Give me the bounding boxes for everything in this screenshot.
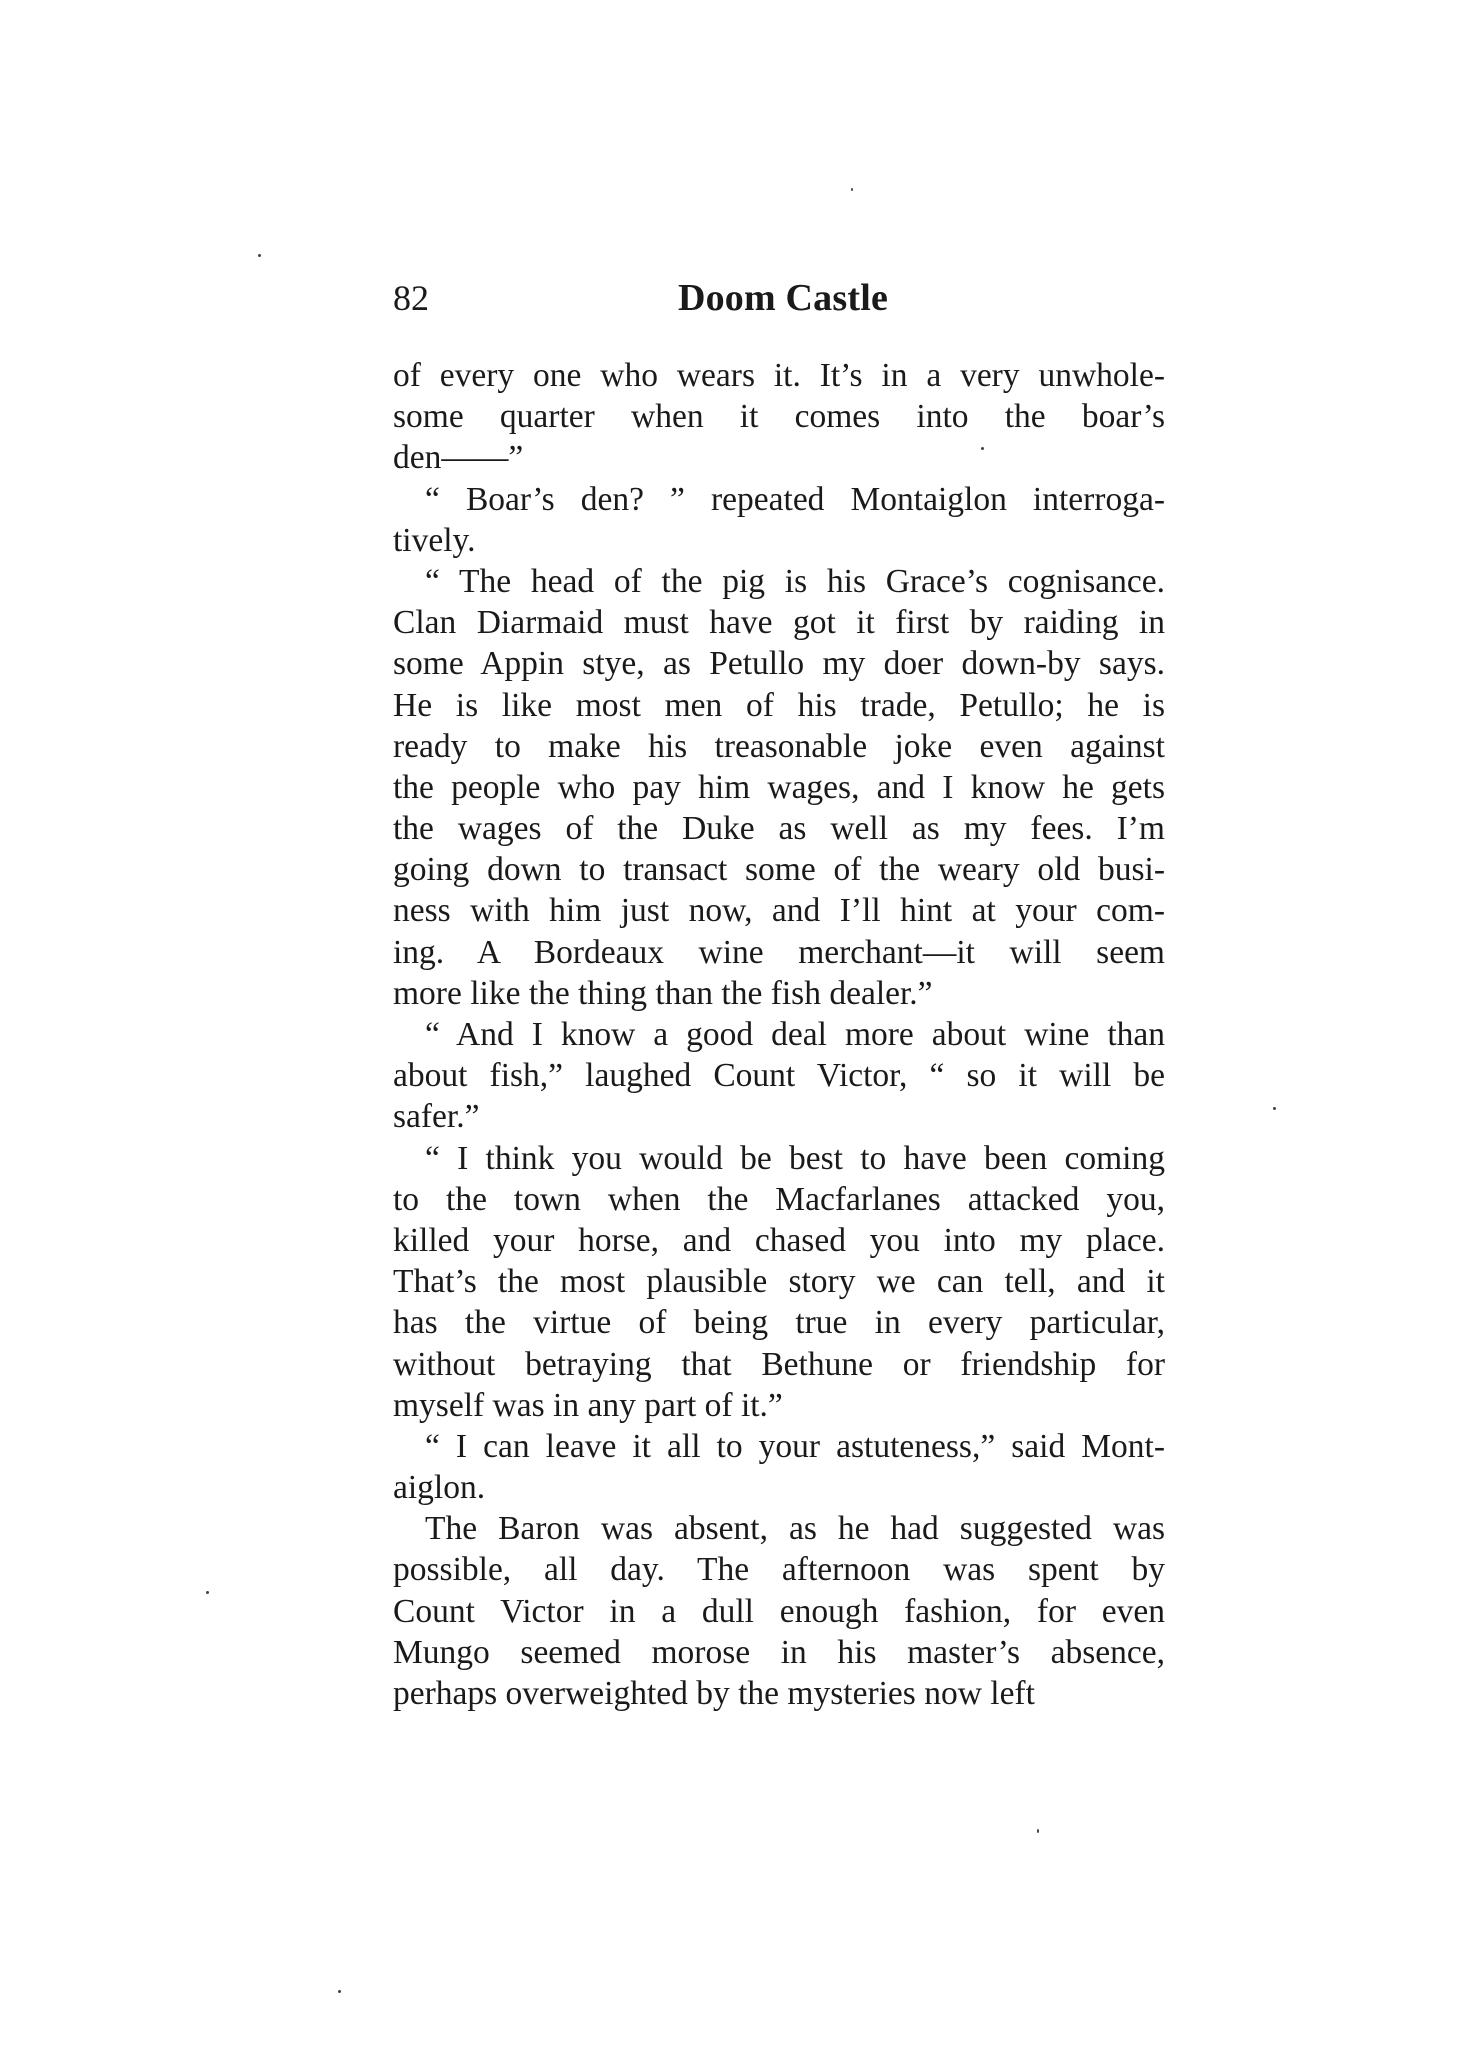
text-line: has the virtue of being true in every particular, xyxy=(393,1304,1165,1342)
scan-speck xyxy=(981,447,984,450)
text-line: about fish,” laughed Count Victor, “ so it will be xyxy=(393,1057,1165,1095)
text-line: without betraying that Bethune or friendship for xyxy=(393,1345,1165,1383)
scan-speck xyxy=(1037,1829,1039,1833)
text-line: Clan Diarmaid must have got it first by raiding in xyxy=(393,604,1165,642)
text-line: “ And I know a good deal more about wine than xyxy=(425,1016,1165,1053)
scan-speck xyxy=(258,254,261,257)
text-line: Count Victor in a dull enough fashion, for even xyxy=(393,1592,1165,1630)
text-line: the people who pay him wages, and I know he gets xyxy=(393,768,1165,806)
text-line: “ I can leave it all to your astuteness,” said Mont- xyxy=(425,1427,1165,1465)
text-line: ready to make his treasonable joke even against xyxy=(393,727,1165,765)
text-line: aiglon. xyxy=(393,1469,486,1507)
text-line: perhaps overweighted by the mysteries now left xyxy=(393,1675,1035,1712)
text-line: “ Boar’s den? ” repeated Montaiglon interroga- xyxy=(425,480,1165,518)
text-line: some Appin stye, as Petullo my doer down-by says. xyxy=(393,645,1165,683)
text-line: of every one who wears it. It’s in a very unwhole- xyxy=(393,357,1165,394)
text-line: “ The head of the pig is his Grace’s cognisance. xyxy=(425,562,1165,600)
scan-speck xyxy=(338,1990,341,1993)
page-number: 82 xyxy=(393,278,429,318)
scan-speck xyxy=(206,1591,209,1594)
text-line: “ I think you would be best to have been coming xyxy=(425,1139,1165,1177)
text-line: ness with him just now, and I’ll hint at your com- xyxy=(393,892,1165,930)
page-header xyxy=(393,270,1173,326)
text-line: Mungo seemed morose in his master’s absence, xyxy=(393,1633,1165,1671)
text-line: The Baron was absent, as he had suggested was xyxy=(425,1510,1165,1548)
text-line: going down to transact some of the weary old busi- xyxy=(393,851,1165,889)
body-text xyxy=(393,355,1165,1714)
scan-speck xyxy=(851,188,853,191)
text-line: He is like most men of his trade, Petullo; he is xyxy=(393,686,1165,724)
running-title: Doom Castle xyxy=(677,277,889,319)
text-line: killed your horse, and chased you into my place. xyxy=(393,1221,1165,1259)
text-line: possible, all day. The afternoon was spent by xyxy=(393,1551,1165,1589)
text-line: to the town when the Macfarlanes attacked you, xyxy=(393,1180,1165,1218)
text-line: myself was in any part of it.” xyxy=(393,1386,783,1424)
scan-speck xyxy=(1273,1107,1276,1110)
text-line: ing. A Bordeaux wine merchant—it will seem xyxy=(393,933,1165,971)
text-line: some quarter when it comes into the boar’s xyxy=(393,398,1165,436)
text-line: the wages of the Duke as well as my fees. I’m xyxy=(393,810,1165,848)
text-line: tively. xyxy=(393,521,476,559)
text-line: more like the thing than the fish dealer.” xyxy=(393,974,933,1012)
text-line: That’s the most plausible story we can tell, and it xyxy=(393,1263,1165,1301)
text-line: den——” xyxy=(393,439,524,477)
text-line: safer.” xyxy=(393,1098,480,1136)
